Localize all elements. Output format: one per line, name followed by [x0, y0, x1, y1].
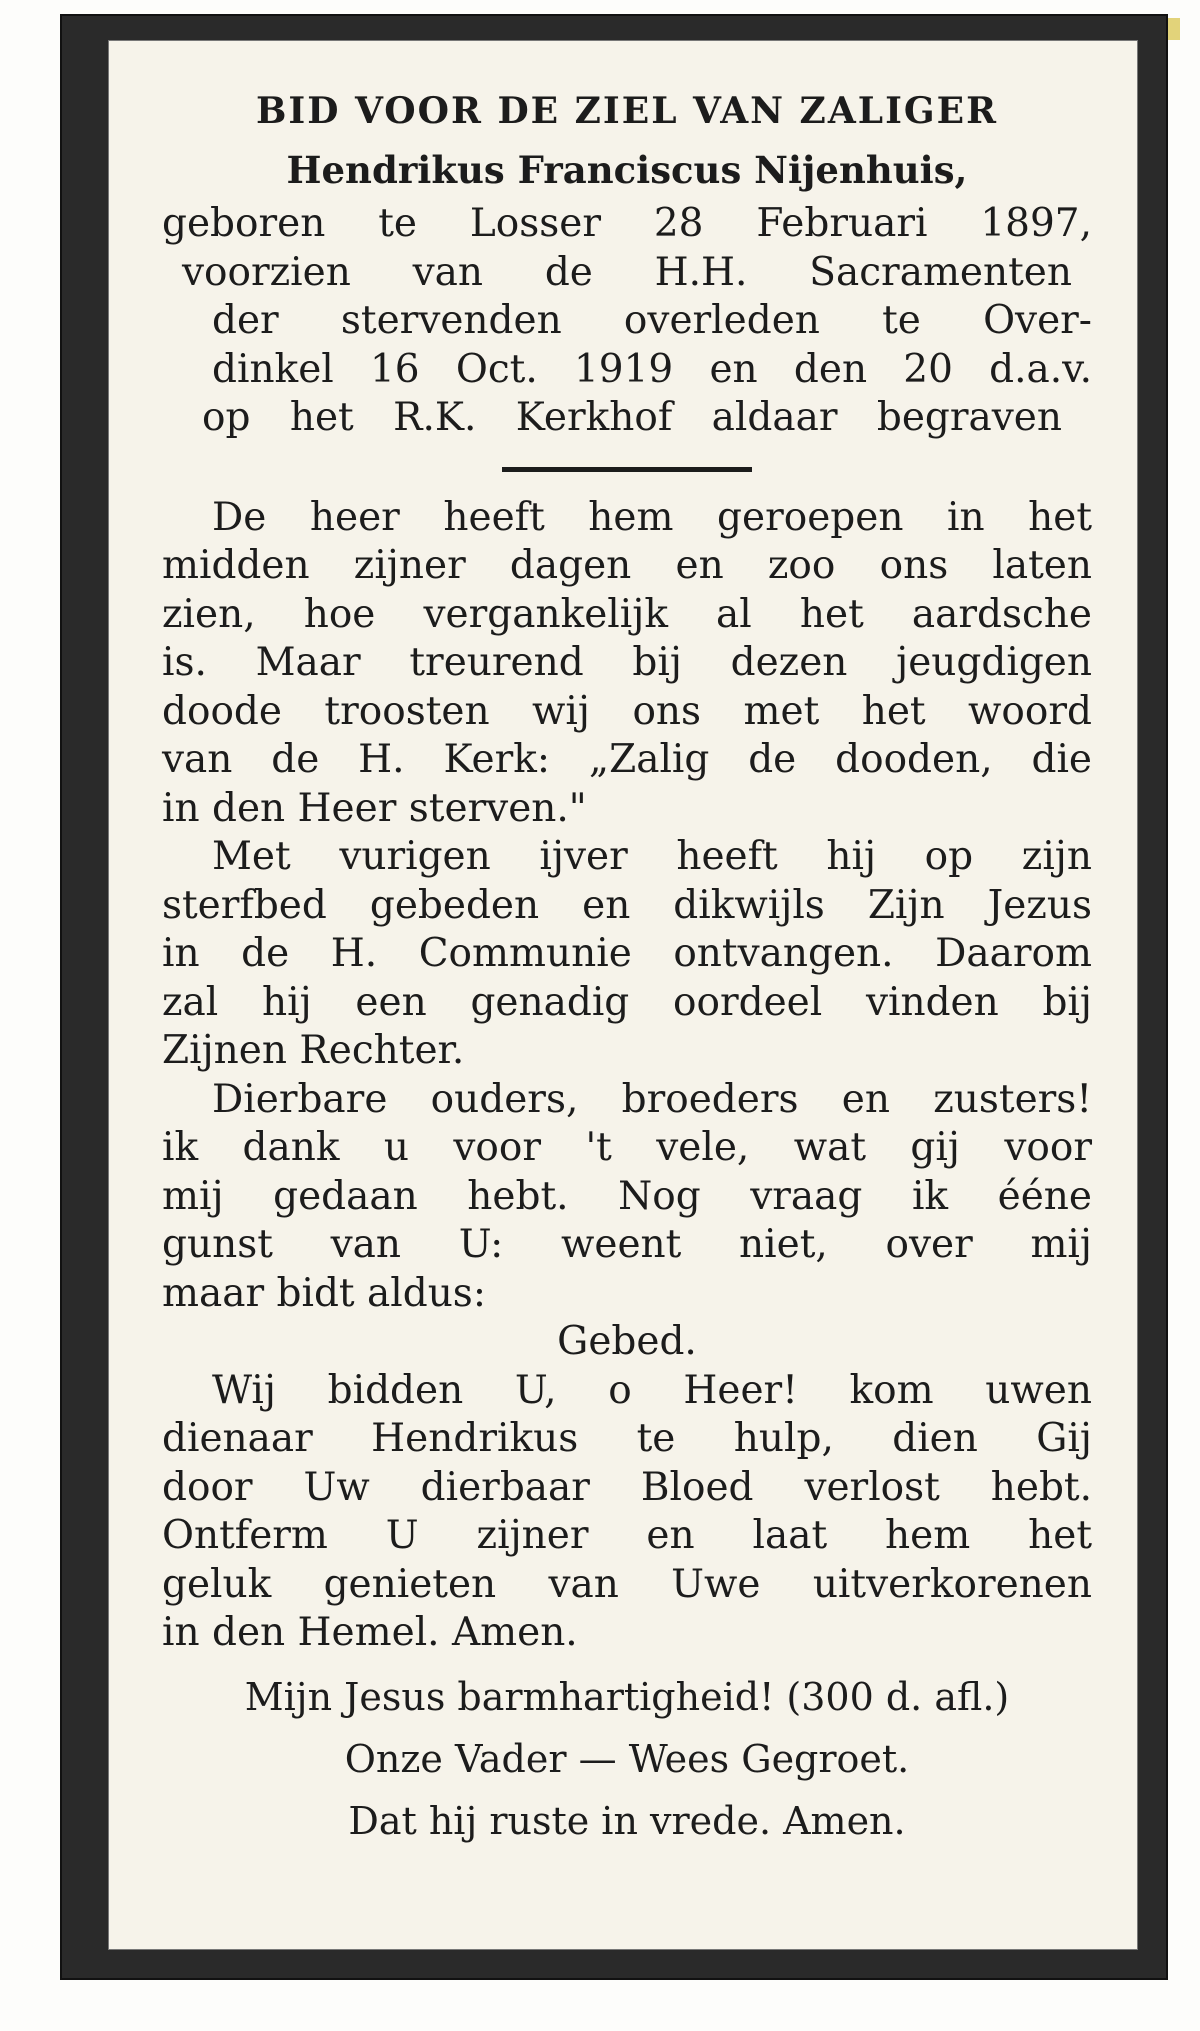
prayer-line: geluk genieten van Uwe uitverkorenen	[162, 1561, 1092, 1607]
closing-line: Dat hij ruste in vrede. Amen.	[348, 1798, 906, 1843]
bio-line: geboren te Losser 28 Februari 1897,	[162, 201, 1092, 246]
bio-line: voorzien van de H.H. Sacramenten	[182, 249, 1072, 295]
deceased-name: Hendrikus Franciscus Nijenhuis,	[286, 148, 968, 192]
header-title: BID VOOR DE ZIEL VAN ZALIGER	[255, 90, 999, 132]
paragraph-line: Met vurigen ijver heeft hij op zijn	[212, 834, 1092, 879]
paragraph-line: van de H. Kerk: „Zalig de dooden, die	[162, 737, 1092, 782]
prayers-line: Onze Vader — Wees Gegroet.	[344, 1736, 910, 1781]
paragraph-line: gunst van U: weent niet, over mij	[162, 1222, 1092, 1267]
paragraph-line: zal hij een genadig oordeel vinden bij	[162, 979, 1092, 1025]
paragraph-line: ik dank u voor 't vele, wat gij voor	[162, 1125, 1092, 1170]
prayer-block	[162, 1367, 1092, 1658]
indulgence-line: Mijn Jesus barmhartigheid! (300 d. afl.)	[244, 1674, 1010, 1719]
prayer-line: Ontferm U zijner en laat hem het	[162, 1513, 1092, 1558]
bio-block	[162, 200, 1092, 443]
paragraph-fervour	[162, 833, 1092, 1076]
paragraph-calling	[162, 494, 1092, 834]
paragraph-line: zien, hoe vergankelijk al het aardsche	[162, 591, 1092, 637]
prayer-heading: Gebed.	[557, 1319, 697, 1364]
paragraph-line: Dierbare ouders, broeders en zusters!	[212, 1076, 1092, 1122]
paragraph-line: Zijnen Rechter.	[162, 1028, 465, 1073]
prayer-line: in den Hemel. Amen.	[162, 1610, 578, 1655]
paragraph-line: in de H. Communie ontvangen. Daarom	[162, 931, 1092, 976]
divider-rule	[502, 467, 752, 472]
prayer-line: Wij bidden U, o Heer! kom uwen	[212, 1367, 1092, 1413]
bio-line: der stervenden overleden te Over-	[212, 298, 1092, 343]
paragraph-line: is. Maar treurend bij dezen jeugdigen	[162, 640, 1092, 685]
paragraph-line: doode troosten wij ons met het woord	[162, 688, 1092, 734]
card-text	[162, 82, 1092, 1852]
prayer-line: dienaar Hendrikus te hulp, dien Gij	[162, 1416, 1092, 1461]
paragraph-line: maar bidt aldus:	[162, 1270, 486, 1316]
paragraph-line: mij gedaan hebt. Nog vraag ik ééne	[162, 1173, 1092, 1219]
paragraph-line: sterfbed gebeden en dikwijls Zijn Jezus	[162, 882, 1092, 928]
bio-line: op het R.K. Kerkhof aldaar begraven	[202, 395, 1062, 440]
paragraph-parents	[162, 1076, 1092, 1319]
paragraph-line: midden zijner dagen en zoo ons laten	[162, 543, 1092, 588]
paragraph-line: De heer heeft hem geroepen in het	[212, 494, 1092, 540]
bio-line: dinkel 16 Oct. 1919 en den 20 d.a.v.	[212, 346, 1092, 392]
prayer-line: door Uw dierbaar Bloed verlost hebt.	[162, 1464, 1092, 1510]
paragraph-line: in den Heer sterven."	[162, 785, 587, 831]
